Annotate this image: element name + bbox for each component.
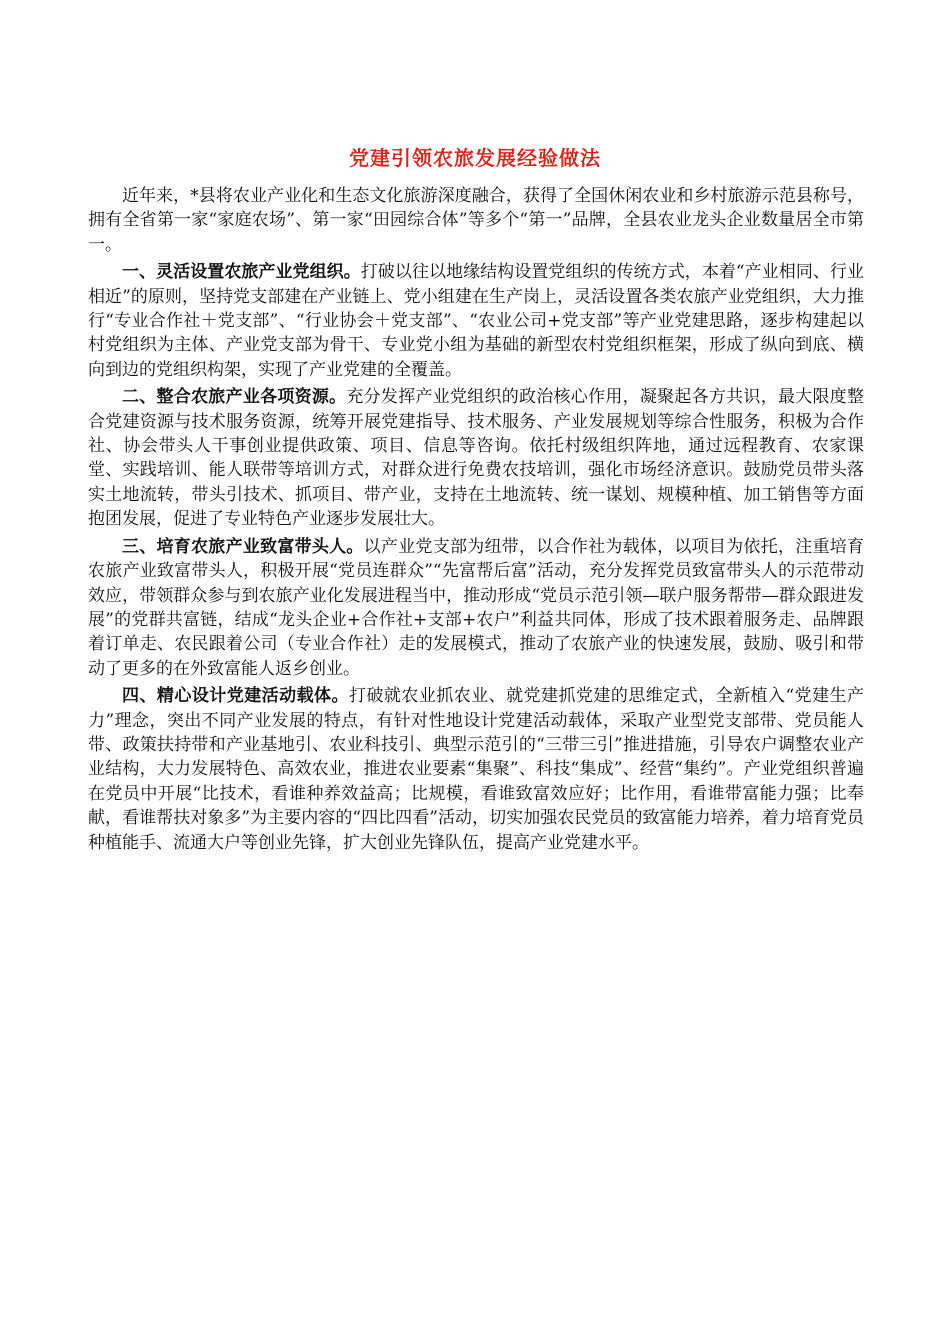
section-3-paragraph: [88, 535, 864, 681]
paragraph-text: 以产业党支部为纽带，以合作社为载体，以项目为依托，注重培育农旅产业致富带头人，积极开展“党员连群众”“先富帮后富”活动，充分发挥党员致富带头人的示范带动效应，带领群众参与到农旅产业化发展进程当中，推动形成“党员示范引领—联户服务帮带—群众跟进发展”的党群共富链，结成“龙头企业+合作社+支部+农户”利益共同体，形成了技术跟着服务走、品牌跟着订单走、农民跟着公司（专业合作社）走的发展模式，推动了农旅产业的快速发展，鼓励、吸引和带动了更多的在外致富能人返乡创业。: [88, 536, 865, 679]
section-heading: 一、灵活设置农旅产业党组织。: [122, 262, 361, 283]
paragraph-text: 近年来，*县将农业产业化和生态文化旅游深度融合，获得了全国休闲农业和乡村旅游示范县称号，拥有全省第一家“家庭农场”、第一家“田园综合体”等多个“第一”品牌，全县农业龙头企业数量居全市第一。: [88, 186, 864, 255]
paragraph-text: 打破就农业抓农业、就党建抓党建的思维定式，全新植入“党建生产力”理念，突出不同产业发展的特点，有针对性地设计党建活动载体，采取产业型党支部带、党员能人带、政策扶持带和产业基地引、农业科技引、典型示范引的“三带三引”推进措施，引导农户调整农业产业结构，大力发展特色、高效农业，推进农业要素“集聚”、科技“集成”、经营“集约”。产业党组织普遍在党员中开展“比技术，看谁种养效益高；比规模，看谁致富效应好；比作用，看谁带富能力强；比奉献，看谁帮扶对象多”为主要内容的“四比四看”活动，切实加强农民党员的致富能力培养，着力培育党员种植能手、流通大户等创业先锋，扩大创业先锋队伍，提高产业党建水平。: [88, 686, 864, 853]
paragraph-text: 充分发挥产业党组织的政治核心作用，凝聚起各方共识，最大限度整合党建资源与技术服务资源，统筹开展党建指导、技术服务、产业发展规划等综合性服务，积极为合作社、协会带头人干事创业提供政策、项目、信息等咨询。依托村级组织阵地，通过远程教育、农家课堂、实践培训、能人联带等培训方式，对群众进行免费农技培训，强化市场经济意识。鼓励党员带头落实土地流转，带头引技术、抓项目、带产业，支持在土地流转、统一谋划、规模种植、加工销售等方面抱团发展，促进了专业特色产业逐步发展壮大。: [88, 387, 865, 530]
section-heading: 二、整合农旅产业各项资源。: [122, 387, 347, 408]
section-heading: 四、精心设计党建活动载体。: [122, 686, 349, 707]
intro-paragraph: [88, 184, 864, 257]
section-4-paragraph: [88, 684, 864, 855]
section-2-paragraph: [88, 385, 864, 531]
document-title: 党建引领农旅发展经验做法: [349, 146, 601, 170]
document-body: [88, 184, 864, 858]
section-heading: 三、培育农旅产业致富带头人。: [122, 536, 364, 557]
section-1-paragraph: [88, 260, 864, 382]
paragraph-text: 打破以往以地缘结构设置党组织的传统方式，本着“产业相同、行业相近”的原则，坚持党支部建在产业链上、党小组建在生产岗上，灵活设置各类农旅产业党组织，大力推行“专业合作社＋党支部”、“行业协会＋党支部”、“农业公司+党支部”等产业党建思路，逐步构建起以村党组织为主体、产业党支部为骨干、专业党小组为基础的新型农村党组织框架，形成了纵向到底、横向到边的党组织构架，实现了产业党建的全覆盖。: [88, 262, 864, 380]
